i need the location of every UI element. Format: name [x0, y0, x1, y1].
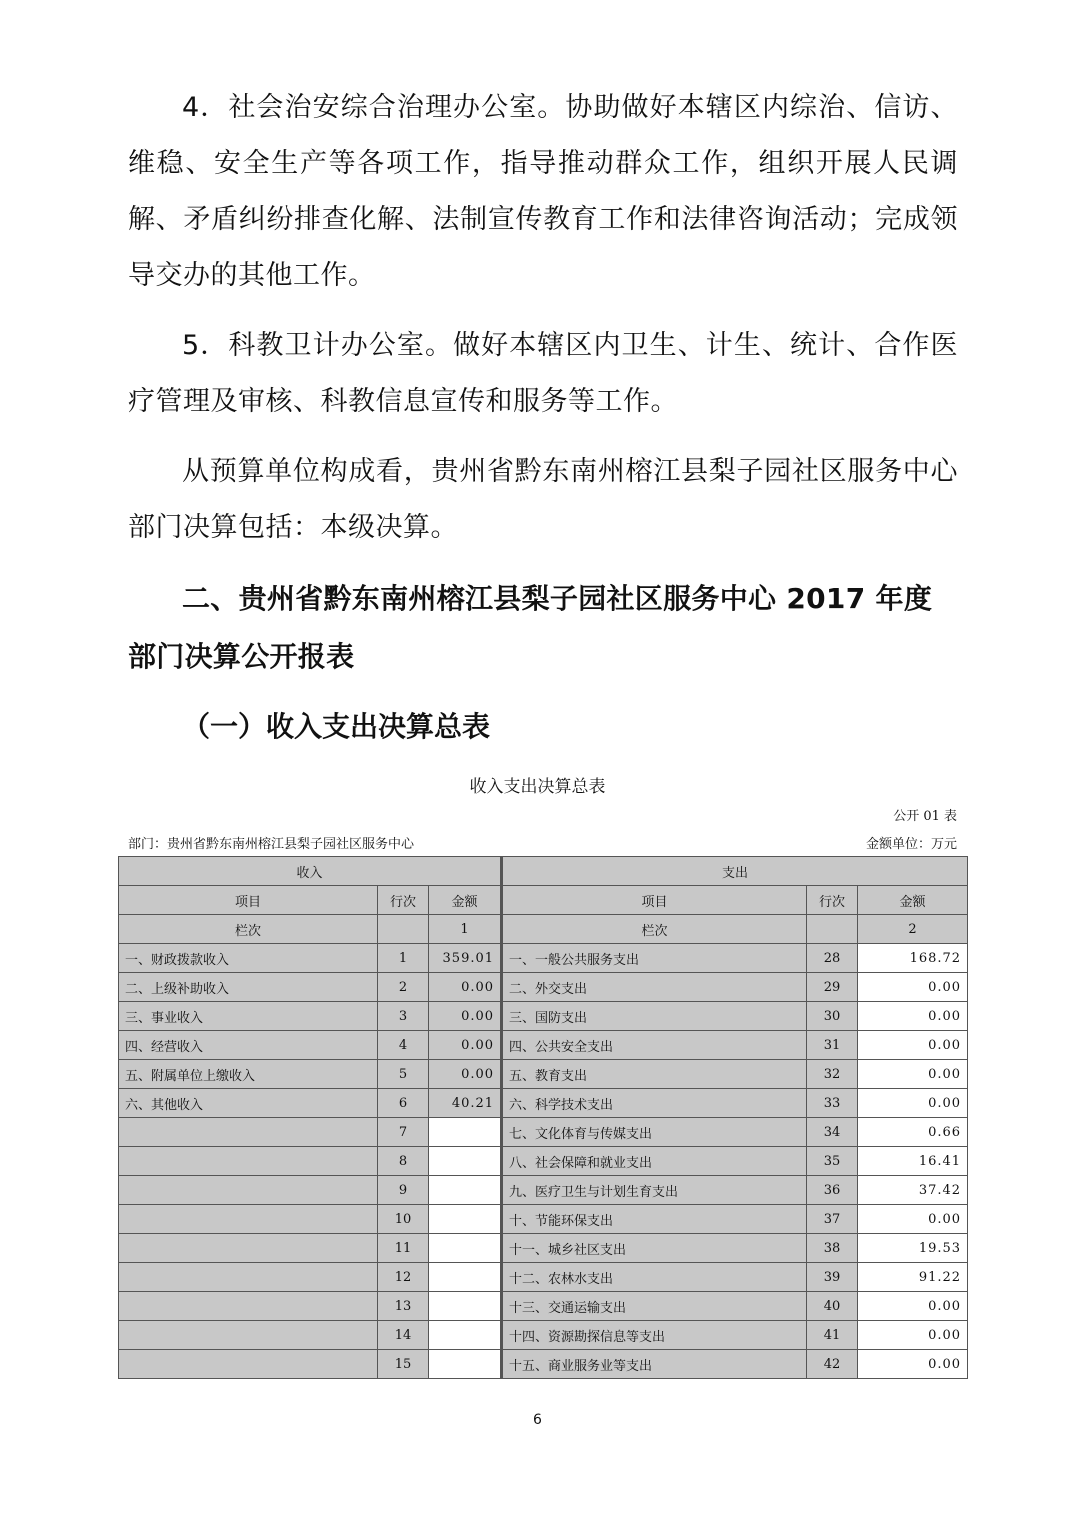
income-item-cell: 四、经营收入 [119, 1031, 378, 1060]
income-row-no-cell: 5 [378, 1060, 429, 1089]
expense-item-cell: 十五、商业服务业等支出 [502, 1350, 807, 1379]
expense-item-cell: 六、科学技术支出 [502, 1089, 807, 1118]
expense-amount-cell: 0.00 [858, 973, 968, 1002]
sub-heading: （一）收入支出决算总表 [182, 710, 491, 743]
expense-amount-cell: 37.42 [858, 1176, 968, 1205]
income-amount-cell: 0.00 [429, 1031, 502, 1060]
income-row-no-cell: 11 [378, 1234, 429, 1263]
income-amount-cell: 40.21 [429, 1089, 502, 1118]
income-item-cell: 六、其他收入 [119, 1089, 378, 1118]
income-item-cell [119, 1350, 378, 1379]
table-row [119, 1002, 968, 1031]
income-expense-table [118, 856, 968, 1379]
income-amount-cell [429, 1292, 502, 1321]
income-header: 收入 [119, 857, 502, 886]
income-item-cell [119, 1321, 378, 1350]
income-row-no-cell: 8 [378, 1147, 429, 1176]
income-row-no-cell: 2 [378, 973, 429, 1002]
income-item-cell [119, 1176, 378, 1205]
income-row-no-cell: 15 [378, 1350, 429, 1379]
expense-row-no-cell: 39 [807, 1263, 858, 1292]
expense-item-cell: 一、一般公共服务支出 [502, 944, 807, 973]
income-item-header: 项目 [119, 886, 378, 915]
income-row-header: 行次 [378, 886, 429, 915]
expense-lanci-label: 栏次 [502, 915, 807, 944]
paragraph-office-5: 5．科教卫计办公室。做好本辖区内卫生、计生、统计、合作医疗管理及审核、科教信息宣传和服务等工作。 [128, 330, 958, 417]
income-item-cell: 三、事业收入 [119, 1002, 378, 1031]
expense-amount-cell: 0.00 [858, 1060, 968, 1089]
table-row [119, 1350, 968, 1379]
expense-amount-cell: 0.66 [858, 1118, 968, 1147]
income-item-cell [119, 1263, 378, 1292]
expense-row-no-cell: 36 [807, 1176, 858, 1205]
table-row [119, 1089, 968, 1118]
table-row [119, 1263, 968, 1292]
expense-item-cell: 十、节能环保支出 [502, 1205, 807, 1234]
table-row [119, 1205, 968, 1234]
income-row-no-cell: 10 [378, 1205, 429, 1234]
form-number: 公开 01 表 [893, 809, 957, 824]
table-row [119, 1292, 968, 1321]
expense-row-no-cell: 38 [807, 1234, 858, 1263]
expense-item-header: 项目 [502, 886, 807, 915]
income-lanci-empty [378, 915, 429, 944]
income-item-cell [119, 1147, 378, 1176]
expense-row-header: 行次 [807, 886, 858, 915]
table-row [119, 1060, 968, 1089]
expense-lanci-empty [807, 915, 858, 944]
income-amount-header: 金额 [429, 886, 502, 915]
income-row-no-cell: 9 [378, 1176, 429, 1205]
income-amount-cell [429, 1147, 502, 1176]
table-row [119, 1234, 968, 1263]
income-row-no-cell: 1 [378, 944, 429, 973]
expense-row-no-cell: 29 [807, 973, 858, 1002]
table-title: 收入支出决算总表 [469, 777, 606, 797]
income-item-cell [119, 1118, 378, 1147]
income-row-no-cell: 6 [378, 1089, 429, 1118]
expense-header: 支出 [502, 857, 968, 886]
income-amount-cell: 359.01 [429, 944, 502, 973]
expense-row-no-cell: 31 [807, 1031, 858, 1060]
expense-item-cell: 十四、资源勘探信息等支出 [502, 1321, 807, 1350]
income-row-no-cell: 7 [378, 1118, 429, 1147]
amount-unit-label: 金额单位：万元 [865, 837, 957, 852]
paragraph-office-4: 4．社会治安综合治理办公室。协助做好本辖区内综治、信访、维稳、安全生产等各项工作，指导推动群众工作，组织开展人民调解、矛盾纠纷排查化解、法制宣传教育工作和法律咨询活动；完成领导交办的其他工作。 [128, 92, 958, 291]
income-amount-cell [429, 1350, 502, 1379]
expense-lanci-value: 2 [858, 915, 968, 944]
expense-item-cell: 五、教育支出 [502, 1060, 807, 1089]
income-item-cell: 一、财政拨款收入 [119, 944, 378, 973]
expense-amount-cell: 0.00 [858, 1031, 968, 1060]
table-row [119, 1176, 968, 1205]
income-item-cell [119, 1292, 378, 1321]
income-lanci-label: 栏次 [119, 915, 378, 944]
income-item-cell [119, 1234, 378, 1263]
expense-amount-cell: 0.00 [858, 1350, 968, 1379]
income-amount-cell [429, 1321, 502, 1350]
income-amount-cell: 0.00 [429, 1002, 502, 1031]
expense-amount-cell: 0.00 [858, 1205, 968, 1234]
income-amount-cell [429, 1205, 502, 1234]
expense-row-no-cell: 32 [807, 1060, 858, 1089]
income-row-no-cell: 12 [378, 1263, 429, 1292]
expense-amount-cell: 168.72 [858, 944, 968, 973]
expense-row-no-cell: 28 [807, 944, 858, 973]
income-row-no-cell: 3 [378, 1002, 429, 1031]
income-item-cell: 二、上级补助收入 [119, 973, 378, 1002]
expense-item-cell: 九、医疗卫生与计划生育支出 [502, 1176, 807, 1205]
expense-row-no-cell: 35 [807, 1147, 858, 1176]
income-item-cell: 五、附属单位上缴收入 [119, 1060, 378, 1089]
expense-amount-cell: 0.00 [858, 1321, 968, 1350]
expense-item-cell: 十三、交通运输支出 [502, 1292, 807, 1321]
expense-amount-cell: 19.53 [858, 1234, 968, 1263]
expense-item-cell: 十二、农林水支出 [502, 1263, 807, 1292]
table-row [119, 1118, 968, 1147]
expense-item-cell: 八、社会保障和就业支出 [502, 1147, 807, 1176]
expense-amount-cell: 0.00 [858, 1292, 968, 1321]
expense-amount-cell: 0.00 [858, 1089, 968, 1118]
expense-row-no-cell: 41 [807, 1321, 858, 1350]
table-column-header-row [119, 886, 968, 915]
income-row-no-cell: 4 [378, 1031, 429, 1060]
expense-row-no-cell: 34 [807, 1118, 858, 1147]
table-row [119, 973, 968, 1002]
expense-row-no-cell: 30 [807, 1002, 858, 1031]
expense-item-cell: 三、国防支出 [502, 1002, 807, 1031]
income-row-no-cell: 14 [378, 1321, 429, 1350]
expense-row-no-cell: 33 [807, 1089, 858, 1118]
department-label: 部门：贵州省黔东南州榕江县梨子园社区服务中心 [128, 837, 415, 852]
expense-amount-cell: 91.22 [858, 1263, 968, 1292]
income-amount-cell: 0.00 [429, 973, 502, 1002]
table-group-header-row [119, 857, 968, 886]
income-amount-cell [429, 1118, 502, 1147]
table-lanci-row [119, 915, 968, 944]
expense-amount-cell: 0.00 [858, 1002, 968, 1031]
income-amount-cell: 0.00 [429, 1060, 502, 1089]
expense-amount-cell: 16.41 [858, 1147, 968, 1176]
income-amount-cell [429, 1263, 502, 1292]
expense-item-cell: 十一、城乡社区支出 [502, 1234, 807, 1263]
page-number: 6 [533, 1412, 542, 1428]
income-item-cell [119, 1205, 378, 1234]
income-amount-cell [429, 1234, 502, 1263]
expense-amount-header: 金额 [858, 886, 968, 915]
income-amount-cell [429, 1176, 502, 1205]
income-lanci-value: 1 [429, 915, 502, 944]
expense-item-cell: 二、外交支出 [502, 973, 807, 1002]
expense-row-no-cell: 42 [807, 1350, 858, 1379]
table-row [119, 1147, 968, 1176]
expense-item-cell: 四、公共安全支出 [502, 1031, 807, 1060]
expense-row-no-cell: 37 [807, 1205, 858, 1234]
paragraph-budget-units: 从预算单位构成看，贵州省黔东南州榕江县梨子园社区服务中心部门决算包括：本级决算。 [128, 456, 958, 543]
table-row [119, 944, 968, 973]
expense-row-no-cell: 40 [807, 1292, 858, 1321]
table-row [119, 1321, 968, 1350]
income-row-no-cell: 13 [378, 1292, 429, 1321]
section-heading: 二、贵州省黔东南州榕江县梨子园社区服务中心 2017 年度部门决算公开报表 [128, 582, 933, 673]
table-row [119, 1031, 968, 1060]
expense-item-cell: 七、文化体育与传媒支出 [502, 1118, 807, 1147]
